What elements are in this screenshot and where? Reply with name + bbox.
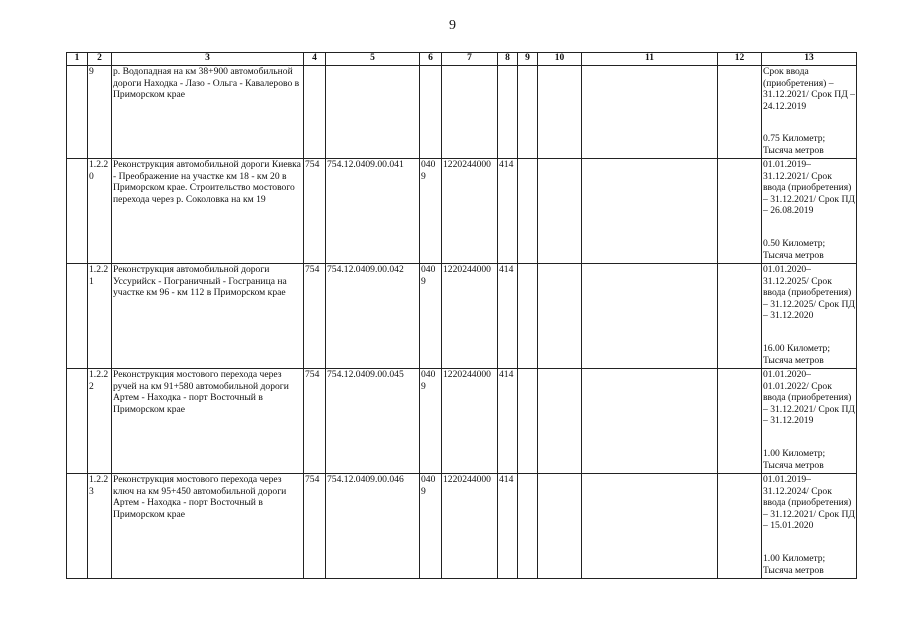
column-header-4: 4	[304, 53, 326, 66]
cell-c12	[718, 474, 762, 579]
cell-c4	[304, 66, 326, 159]
deadline-text: 01.01.2019–31.12.2021/ Срок ввода (приобретения) – 31.12.2021/ Срок ПД – 26.08.2019	[763, 159, 855, 217]
deadline-text: 01.01.2020–01.01.2022/ Срок ввода (приобретения) – 31.12.2021/ Срок ПД – 31.12.2019	[763, 369, 855, 427]
cell-c12	[718, 264, 762, 369]
cell-c8: 414	[498, 264, 518, 369]
cell-c5: 754.12.0409.00.042	[326, 264, 420, 369]
cell-c7: 1220244000	[442, 474, 498, 579]
column-header-11: 11	[582, 53, 718, 66]
cell-c9	[518, 159, 538, 264]
cell-c5: 754.12.0409.00.041	[326, 159, 420, 264]
capacity-text: 1.00 Километр; Тысяча метров	[763, 447, 826, 471]
cell-c1	[67, 264, 88, 369]
capacity-text: 0.50 Километр; Тысяча метров	[763, 237, 826, 261]
cell-c9	[518, 474, 538, 579]
cell-c4: 754	[304, 159, 326, 264]
cell-c11	[582, 159, 718, 264]
cell-c13	[762, 474, 857, 579]
column-header-8: 8	[498, 53, 518, 66]
cell-c8: 414	[498, 474, 518, 579]
cell-c13	[762, 264, 857, 369]
cell-c10	[538, 66, 582, 159]
capacity-text: 0.75 Километр; Тысяча метров	[763, 133, 826, 156]
column-header-10: 10	[538, 53, 582, 66]
cell-c11	[582, 66, 718, 159]
cell-c7: 1220244000	[442, 264, 498, 369]
cell-c3: р. Водопадная на км 38+900 автомобильной дороги Находка - Лазо - Ольга - Кавалерово в Приморском крае	[112, 66, 304, 159]
cell-c9	[518, 264, 538, 369]
cell-c4: 754	[304, 474, 326, 579]
cell-c5: 754.12.0409.00.046	[326, 474, 420, 579]
cell-c11	[582, 264, 718, 369]
cell-c8: 414	[498, 369, 518, 474]
cell-c13	[762, 369, 857, 474]
column-header-5: 5	[326, 53, 420, 66]
cell-c10	[538, 159, 582, 264]
column-header-1: 1	[67, 53, 88, 66]
cell-c2: 1.2.2 1	[88, 264, 112, 369]
cell-c13	[762, 66, 857, 159]
column-header-7: 7	[442, 53, 498, 66]
column-header-12: 12	[718, 53, 762, 66]
capacity-text: 1.00 Километр; Тысяча метров	[763, 552, 826, 576]
header-row	[67, 53, 857, 66]
cell-c3: Реконструкция автомобильной дороги Киевка - Преображение на участке км 18 - км 20 в Приморском крае. Строительство мостового перехода через р. Соколовка на км 19	[112, 159, 304, 264]
cell-c3: Реконструкция мостового перехода через ручей на км 91+580 автомобильной дороги Артем - Находка - порт Восточный в Приморском крае	[112, 369, 304, 474]
cell-c7: 1220244000	[442, 159, 498, 264]
cell-c2: 1.2.2 3	[88, 474, 112, 579]
cell-c2: 1.2.2 2	[88, 369, 112, 474]
cell-c6: 0409	[420, 369, 442, 474]
column-header-3: 3	[112, 53, 304, 66]
cell-c9	[518, 369, 538, 474]
cell-c5: 754.12.0409.00.045	[326, 369, 420, 474]
budget-table	[66, 52, 857, 579]
page-number: 9	[449, 18, 456, 33]
deadline-text: 01.01.2019–31.12.2024/ Срок ввода (приобретения) – 31.12.2021/ Срок ПД – 15.01.2020	[763, 474, 855, 532]
cell-c8: 414	[498, 159, 518, 264]
cell-c6: 0409	[420, 264, 442, 369]
cell-c1	[67, 159, 88, 264]
cell-c12	[718, 66, 762, 159]
cell-c7	[442, 66, 498, 159]
deadline-text: 01.01.2020–31.12.2025/ Срок ввода (приобретения) – 31.12.2025/ Срок ПД – 31.12.2020	[763, 264, 855, 322]
capacity-text: 16.00 Километр; Тысяча метров	[763, 342, 831, 366]
cell-c3: Реконструкция автомобильной дороги Уссурийск - Пограничный - Госграница на участке км 96 - км 112 в Приморском крае	[112, 264, 304, 369]
cell-c12	[718, 159, 762, 264]
table-row	[67, 369, 857, 474]
cell-c6: 0409	[420, 159, 442, 264]
cell-c1	[67, 369, 88, 474]
cell-c10	[538, 264, 582, 369]
cell-c3: Реконструкция мостового перехода через ключ на км 95+450 автомобильной дороги Артем - Находка - порт Восточный в Приморском крае	[112, 474, 304, 579]
cell-c2: 9	[88, 66, 112, 159]
table-row	[67, 474, 857, 579]
cell-c5	[326, 66, 420, 159]
column-header-2: 2	[88, 53, 112, 66]
cell-c8	[498, 66, 518, 159]
cell-c11	[582, 369, 718, 474]
cell-c11	[582, 474, 718, 579]
column-header-9: 9	[518, 53, 538, 66]
table-row	[67, 159, 857, 264]
cell-c6	[420, 66, 442, 159]
cell-c10	[538, 369, 582, 474]
deadline-text: Срок ввода (приобретения) – 31.12.2021/ Срок ПД – 24.12.2019	[763, 66, 855, 112]
cell-c4: 754	[304, 369, 326, 474]
cell-c6: 0409	[420, 474, 442, 579]
cell-c9	[518, 66, 538, 159]
cell-c13	[762, 159, 857, 264]
table-row	[67, 264, 857, 369]
cell-c12	[718, 369, 762, 474]
cell-c1	[67, 474, 88, 579]
column-header-13: 13	[762, 53, 857, 66]
table-row	[67, 66, 857, 159]
cell-c2: 1.2.2 0	[88, 159, 112, 264]
cell-c7: 1220244000	[442, 369, 498, 474]
column-header-6: 6	[420, 53, 442, 66]
cell-c10	[538, 474, 582, 579]
cell-c4: 754	[304, 264, 326, 369]
cell-c1	[67, 66, 88, 159]
